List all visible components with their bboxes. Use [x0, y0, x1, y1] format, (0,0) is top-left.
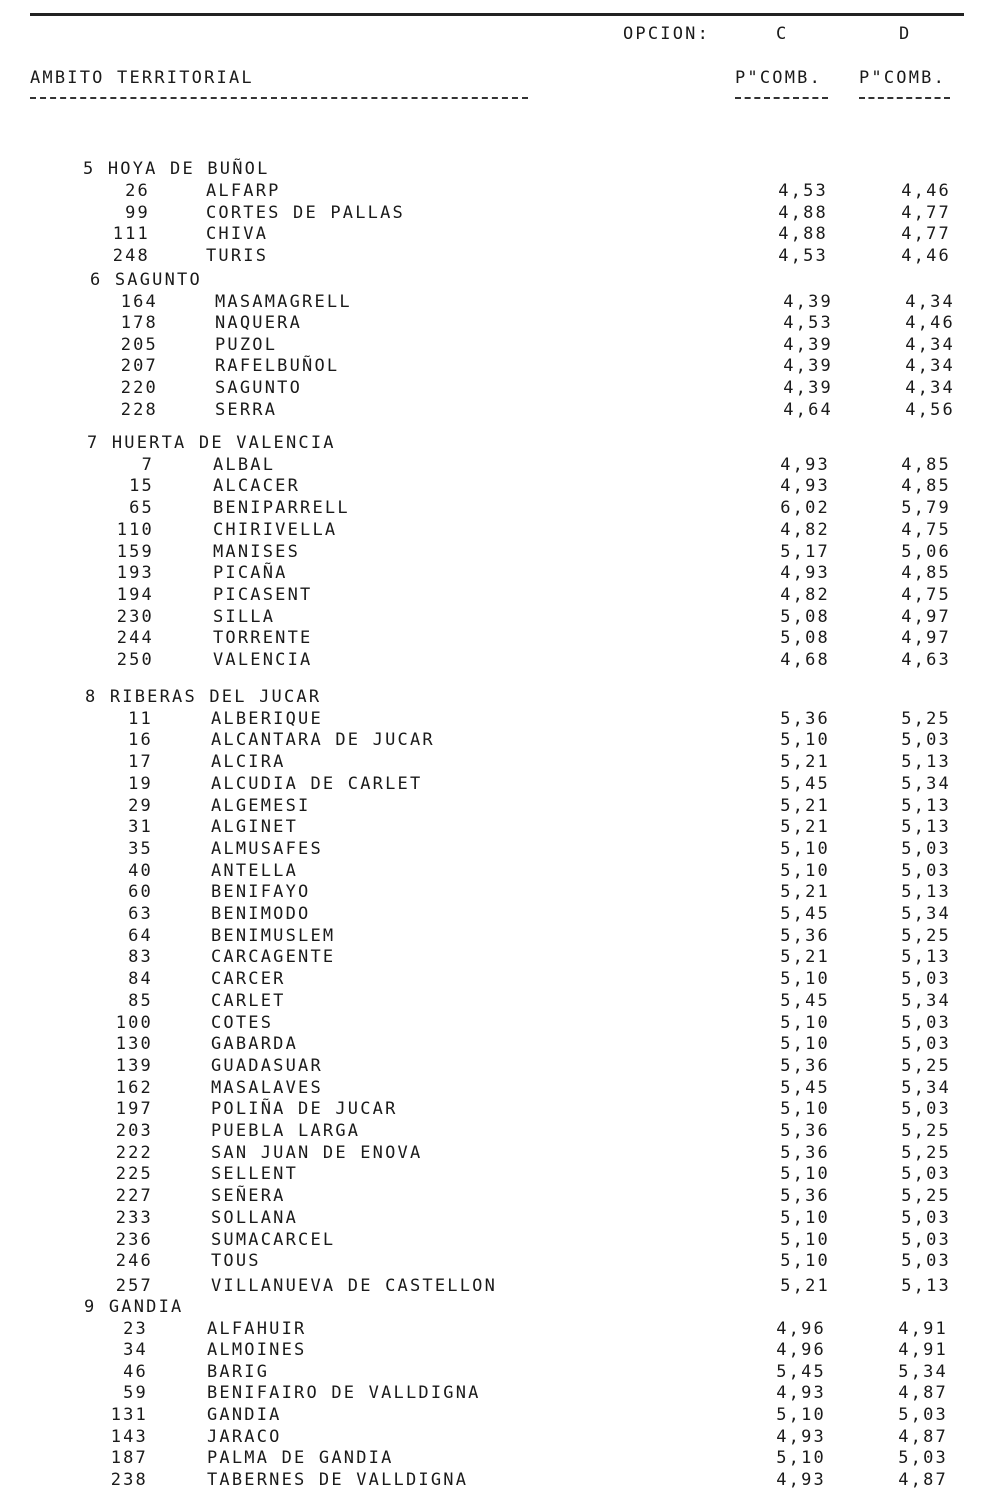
municipality-name: CHIVA: [206, 224, 269, 245]
value-option-c: 5,36: [780, 1055, 830, 1076]
group-heading: 9 GANDIA: [84, 1297, 184, 1317]
value-option-d: 5,13: [901, 817, 951, 838]
value-option-c: 5,21: [780, 795, 830, 816]
municipality-name: TORRENTE: [213, 628, 313, 649]
value-option-c: 5,36: [780, 1186, 830, 1207]
value-option-d: 5,34: [901, 990, 951, 1011]
table-row: [0, 904, 1000, 924]
value-option-d: 5,25: [901, 1142, 951, 1163]
municipality-code: 227: [115, 1186, 153, 1207]
municipality-name: TABERNES DE VALLDIGNA: [207, 1469, 469, 1490]
value-option-c: 5,45: [780, 773, 830, 794]
municipality-name: ALGINET: [211, 817, 299, 838]
table-row: [0, 1251, 1000, 1271]
municipality-code: 236: [115, 1229, 153, 1250]
table-row: [0, 1427, 1000, 1447]
value-option-d: 5,03: [901, 1251, 951, 1272]
value-option-d: 4,46: [901, 180, 951, 201]
municipality-code: 83: [128, 947, 153, 968]
municipality-name: SERRA: [215, 399, 278, 420]
municipality-name: CORTES DE PALLAS: [206, 202, 405, 223]
table-row: [0, 882, 1000, 902]
municipality-name: NAQUERA: [215, 313, 303, 334]
ambito-underline: [30, 97, 528, 99]
table-row: [0, 1164, 1000, 1184]
option-d-label: D: [899, 24, 912, 44]
municipality-name: SEÑERA: [211, 1186, 286, 1207]
value-option-c: 4,82: [780, 584, 830, 605]
municipality-code: 29: [128, 795, 153, 816]
table-row: [0, 991, 1000, 1011]
municipality-name: PICASENT: [213, 584, 313, 605]
table-row: [0, 585, 1000, 605]
table-row: [0, 224, 1000, 244]
value-option-d: 5,06: [901, 541, 951, 562]
municipality-name: ALBERIQUE: [211, 708, 323, 729]
table-row: [0, 1340, 1000, 1360]
value-option-c: 4,53: [783, 313, 833, 334]
municipality-code: 194: [116, 584, 154, 605]
value-option-c: 4,93: [780, 563, 830, 584]
municipality-code: 34: [123, 1340, 148, 1361]
municipality-name: ALFAHUIR: [207, 1318, 307, 1339]
col-d-heading: P"COMB.: [859, 68, 947, 88]
municipality-code: 63: [128, 904, 153, 924]
value-option-d: 5,25: [901, 1055, 951, 1076]
value-option-d: 4,97: [901, 628, 951, 649]
value-option-d: 5,03: [901, 730, 951, 751]
table-row: [0, 292, 1000, 312]
value-option-c: 4,93: [780, 454, 830, 475]
table-row: [0, 709, 1000, 729]
municipality-code: 65: [129, 498, 154, 519]
value-option-d: 5,25: [901, 925, 951, 946]
table-row: [0, 1034, 1000, 1054]
municipality-code: 164: [120, 291, 158, 312]
table-row: [0, 356, 1000, 376]
value-option-c: 4,93: [776, 1383, 826, 1404]
opcion-label: OPCION:: [623, 24, 711, 44]
table-row: [0, 1383, 1000, 1403]
municipality-code: 207: [120, 356, 158, 377]
municipality-code: 203: [115, 1121, 153, 1141]
value-option-d: 4,77: [901, 202, 951, 223]
value-option-d: 5,03: [901, 838, 951, 859]
municipality-name: ALCIRA: [211, 752, 286, 773]
table-row: [0, 542, 1000, 562]
municipality-code: 257: [115, 1275, 153, 1296]
table-row: [0, 607, 1000, 627]
group-heading: 6 SAGUNTO: [90, 270, 202, 290]
value-option-c: 4,39: [783, 378, 833, 398]
municipality-code: 162: [115, 1077, 153, 1098]
table-row: [0, 730, 1000, 750]
table-row: [0, 947, 1000, 967]
municipality-name: CHIRIVELLA: [213, 519, 338, 540]
municipality-code: 130: [115, 1034, 153, 1055]
municipality-code: 17: [128, 752, 153, 773]
value-option-c: 5,21: [780, 882, 830, 903]
municipality-name: ALBAL: [213, 454, 276, 475]
municipality-name: MASALAVES: [211, 1077, 323, 1098]
table-row: [0, 1362, 1000, 1382]
municipality-code: 19: [128, 773, 153, 794]
value-option-d: 4,85: [901, 563, 951, 584]
option-c-label: C: [776, 24, 789, 44]
municipality-name: BENIMODO: [211, 904, 311, 924]
municipality-name: SUMACARCEL: [211, 1229, 336, 1250]
value-option-c: 6,02: [780, 498, 830, 519]
value-option-c: 5,21: [780, 1275, 830, 1296]
municipality-name: MASAMAGRELL: [215, 291, 352, 312]
value-option-d: 5,03: [901, 969, 951, 990]
table-row: [0, 181, 1000, 201]
value-option-c: 5,45: [780, 990, 830, 1011]
value-option-d: 4,91: [898, 1340, 948, 1361]
value-option-d: 4,75: [901, 519, 951, 540]
municipality-code: 23: [123, 1318, 148, 1339]
municipality-name: SELLENT: [211, 1164, 299, 1185]
value-option-c: 5,10: [780, 1164, 830, 1185]
value-option-d: 5,03: [898, 1448, 948, 1469]
municipality-code: 248: [112, 246, 150, 267]
table-row: [0, 1230, 1000, 1250]
value-option-c: 4,53: [778, 246, 828, 267]
ambito-territorial-heading: AMBITO TERRITORIAL: [30, 68, 254, 88]
value-option-c: 4,96: [776, 1318, 826, 1339]
value-option-c: 5,08: [780, 628, 830, 649]
value-option-c: 4,88: [778, 224, 828, 245]
municipality-name: ALGEMESI: [211, 795, 311, 816]
municipality-name: COTES: [211, 1012, 274, 1033]
municipality-code: 100: [115, 1012, 153, 1033]
value-option-d: 5,03: [901, 1164, 951, 1185]
value-option-c: 5,21: [780, 752, 830, 773]
municipality-name: SAN JUAN DE ENOVA: [211, 1142, 423, 1163]
top-rule: [30, 13, 964, 16]
table-row: [0, 628, 1000, 648]
value-option-d: 4,56: [905, 399, 955, 420]
municipality-code: 250: [116, 650, 154, 670]
value-option-d: 4,34: [905, 378, 955, 398]
value-option-c: 4,88: [778, 202, 828, 223]
value-option-c: 4,93: [776, 1469, 826, 1490]
value-option-d: 4,85: [901, 476, 951, 497]
value-option-c: 4,68: [780, 650, 830, 670]
table-row: [0, 520, 1000, 540]
value-option-c: 5,21: [780, 947, 830, 968]
value-option-d: 5,03: [901, 860, 951, 881]
value-option-c: 4,39: [783, 356, 833, 377]
value-option-d: 4,87: [898, 1469, 948, 1490]
table-row: [0, 774, 1000, 794]
value-option-c: 5,45: [780, 904, 830, 924]
value-option-c: 5,36: [780, 925, 830, 946]
municipality-code: 230: [116, 606, 154, 627]
table-row: [0, 1276, 1000, 1296]
value-option-c: 4,39: [783, 291, 833, 312]
municipality-name: VILLANUEVA DE CASTELLON: [211, 1275, 498, 1296]
value-option-d: 4,63: [901, 650, 951, 670]
municipality-name: BENIFAIRO DE VALLDIGNA: [207, 1383, 481, 1404]
municipality-code: 7: [141, 454, 154, 475]
value-option-d: 5,13: [901, 882, 951, 903]
table-row: [0, 1405, 1000, 1425]
municipality-name: GANDIA: [207, 1405, 282, 1425]
value-option-c: 5,10: [780, 1251, 830, 1272]
value-option-d: 4,46: [905, 313, 955, 334]
value-option-d: 4,87: [898, 1426, 948, 1447]
value-option-c: 5,10: [780, 969, 830, 990]
table-row: [0, 1143, 1000, 1163]
municipality-code: 178: [120, 313, 158, 334]
value-option-d: 4,87: [898, 1383, 948, 1404]
municipality-name: MANISES: [213, 541, 301, 562]
value-option-c: 5,17: [780, 541, 830, 562]
municipality-name: TOUS: [211, 1251, 261, 1272]
value-option-c: 5,36: [780, 1121, 830, 1141]
value-option-d: 5,03: [901, 1229, 951, 1250]
municipality-code: 84: [128, 969, 153, 990]
group-heading: 7 HUERTA DE VALENCIA: [87, 433, 336, 453]
table-row: [0, 246, 1000, 266]
value-option-c: 5,10: [780, 838, 830, 859]
value-option-d: 5,79: [901, 498, 951, 519]
table-row: [0, 476, 1000, 496]
value-option-c: 5,36: [780, 708, 830, 729]
table-row: [0, 400, 1000, 420]
value-option-d: 5,03: [901, 1207, 951, 1228]
table-row: [0, 563, 1000, 583]
municipality-code: 197: [115, 1099, 153, 1120]
municipality-code: 35: [128, 838, 153, 859]
value-option-c: 4,82: [780, 519, 830, 540]
value-option-d: 5,34: [901, 773, 951, 794]
value-option-d: 4,85: [901, 454, 951, 475]
value-option-d: 5,03: [898, 1405, 948, 1425]
municipality-name: BENIPARRELL: [213, 498, 350, 519]
municipality-name: CARCER: [211, 969, 286, 990]
municipality-code: 193: [116, 563, 154, 584]
municipality-code: 159: [116, 541, 154, 562]
municipality-code: 220: [120, 378, 158, 398]
value-option-c: 5,10: [780, 1229, 830, 1250]
value-option-d: 5,13: [901, 752, 951, 773]
municipality-code: 244: [116, 628, 154, 649]
value-option-d: 5,34: [898, 1361, 948, 1382]
value-option-d: 4,46: [901, 246, 951, 267]
table-row: [0, 1121, 1000, 1141]
municipality-name: BARIG: [207, 1361, 270, 1382]
value-option-d: 5,34: [901, 904, 951, 924]
municipality-code: 238: [110, 1469, 148, 1490]
municipality-code: 246: [115, 1251, 153, 1272]
municipality-code: 187: [110, 1448, 148, 1469]
table-row: [0, 203, 1000, 223]
table-row: [0, 1470, 1000, 1490]
value-option-d: 5,13: [901, 795, 951, 816]
municipality-name: ALCACER: [213, 476, 301, 497]
table-row: [0, 378, 1000, 398]
value-option-c: 4,96: [776, 1340, 826, 1361]
value-option-c: 5,08: [780, 606, 830, 627]
municipality-code: 16: [128, 730, 153, 751]
value-option-d: 4,34: [905, 356, 955, 377]
municipality-code: 139: [115, 1055, 153, 1076]
municipality-name: RAFELBUÑOL: [215, 356, 340, 377]
value-option-c: 5,10: [776, 1405, 826, 1425]
municipality-name: POLIÑA DE JUCAR: [211, 1099, 398, 1120]
municipality-name: ALMUSAFES: [211, 838, 323, 859]
value-option-c: 4,64: [783, 399, 833, 420]
value-option-d: 5,03: [901, 1099, 951, 1120]
municipality-code: 60: [128, 882, 153, 903]
table-row: [0, 752, 1000, 772]
municipality-name: BENIFAYO: [211, 882, 311, 903]
municipality-code: 205: [120, 334, 158, 355]
municipality-name: SAGUNTO: [215, 378, 303, 398]
municipality-code: 233: [115, 1207, 153, 1228]
value-option-c: 5,10: [780, 860, 830, 881]
table-row: [0, 817, 1000, 837]
municipality-code: 31: [128, 817, 153, 838]
col-d-underline: [859, 97, 950, 99]
municipality-name: VALENCIA: [213, 650, 313, 670]
municipality-code: 143: [110, 1426, 148, 1447]
municipality-code: 131: [110, 1405, 148, 1425]
municipality-name: GABARDA: [211, 1034, 299, 1055]
municipality-name: CARCAGENTE: [211, 947, 336, 968]
value-option-d: 5,25: [901, 1121, 951, 1141]
table-row: [0, 1013, 1000, 1033]
table-row: [0, 335, 1000, 355]
municipality-name: SOLLANA: [211, 1207, 299, 1228]
municipality-name: ALCANTARA DE JUCAR: [211, 730, 435, 751]
municipality-code: 85: [128, 990, 153, 1011]
municipality-name: PALMA DE GANDIA: [207, 1448, 394, 1469]
table-row: [0, 1099, 1000, 1119]
municipality-code: 99: [125, 202, 150, 223]
municipality-name: TURIS: [206, 246, 269, 267]
value-option-d: 5,13: [901, 1275, 951, 1296]
value-option-c: 4,93: [776, 1426, 826, 1447]
value-option-c: 5,10: [780, 1034, 830, 1055]
municipality-name: ANTELLA: [211, 860, 299, 881]
value-option-c: 5,45: [780, 1077, 830, 1098]
municipality-code: 111: [112, 224, 150, 245]
municipality-name: ALCUDIA DE CARLET: [211, 773, 423, 794]
value-option-c: 4,93: [780, 476, 830, 497]
municipality-name: PUEBLA LARGA: [211, 1121, 361, 1141]
value-option-d: 4,34: [905, 334, 955, 355]
municipality-code: 40: [128, 860, 153, 881]
table-row: [0, 1319, 1000, 1339]
value-option-d: 5,03: [901, 1012, 951, 1033]
table-row: [0, 1056, 1000, 1076]
value-option-c: 5,36: [780, 1142, 830, 1163]
table-row: [0, 313, 1000, 333]
value-option-d: 5,25: [901, 708, 951, 729]
table-row: [0, 455, 1000, 475]
value-option-d: 4,91: [898, 1318, 948, 1339]
table-row: [0, 796, 1000, 816]
municipality-name: ALMOINES: [207, 1340, 307, 1361]
municipality-name: PICAÑA: [213, 563, 288, 584]
table-row: [0, 969, 1000, 989]
municipality-name: BENIMUSLEM: [211, 925, 336, 946]
value-option-c: 4,39: [783, 334, 833, 355]
table-row: [0, 498, 1000, 518]
municipality-name: PUZOL: [215, 334, 278, 355]
col-c-heading: P"COMB.: [735, 68, 823, 88]
municipality-code: 225: [115, 1164, 153, 1185]
table-row: [0, 1448, 1000, 1468]
table-row: [0, 926, 1000, 946]
value-option-d: 4,77: [901, 224, 951, 245]
group-heading: 8 RIBERAS DEL JUCAR: [85, 687, 322, 707]
municipality-code: 64: [128, 925, 153, 946]
municipality-code: 26: [125, 180, 150, 201]
value-option-c: 5,10: [780, 1207, 830, 1228]
value-option-c: 5,10: [780, 730, 830, 751]
municipality-code: 222: [115, 1142, 153, 1163]
value-option-c: 5,10: [780, 1012, 830, 1033]
municipality-code: 11: [128, 708, 153, 729]
municipality-name: GUADASUAR: [211, 1055, 323, 1076]
municipality-code: 110: [116, 519, 154, 540]
table-row: [0, 650, 1000, 670]
value-option-c: 4,53: [778, 180, 828, 201]
table-row: [0, 1186, 1000, 1206]
municipality-code: 46: [123, 1361, 148, 1382]
municipality-name: JARACO: [207, 1426, 282, 1447]
municipality-name: SILLA: [213, 606, 276, 627]
value-option-c: 5,21: [780, 817, 830, 838]
municipality-code: 228: [120, 399, 158, 420]
municipality-name: ALFARP: [206, 180, 281, 201]
value-option-c: 5,10: [780, 1099, 830, 1120]
municipality-code: 59: [123, 1383, 148, 1404]
group-heading: 5 HOYA DE BUÑOL: [83, 159, 270, 179]
value-option-d: 4,97: [901, 606, 951, 627]
municipality-name: CARLET: [211, 990, 286, 1011]
value-option-d: 5,34: [901, 1077, 951, 1098]
col-c-underline: [735, 97, 828, 99]
value-option-d: 5,25: [901, 1186, 951, 1207]
value-option-d: 5,03: [901, 1034, 951, 1055]
table-row: [0, 1078, 1000, 1098]
municipality-code: 15: [129, 476, 154, 497]
value-option-c: 5,45: [776, 1361, 826, 1382]
value-option-d: 4,34: [905, 291, 955, 312]
value-option-d: 4,75: [901, 584, 951, 605]
table-row: [0, 861, 1000, 881]
table-row: [0, 839, 1000, 859]
value-option-d: 5,13: [901, 947, 951, 968]
value-option-c: 5,10: [776, 1448, 826, 1469]
table-row: [0, 1208, 1000, 1228]
